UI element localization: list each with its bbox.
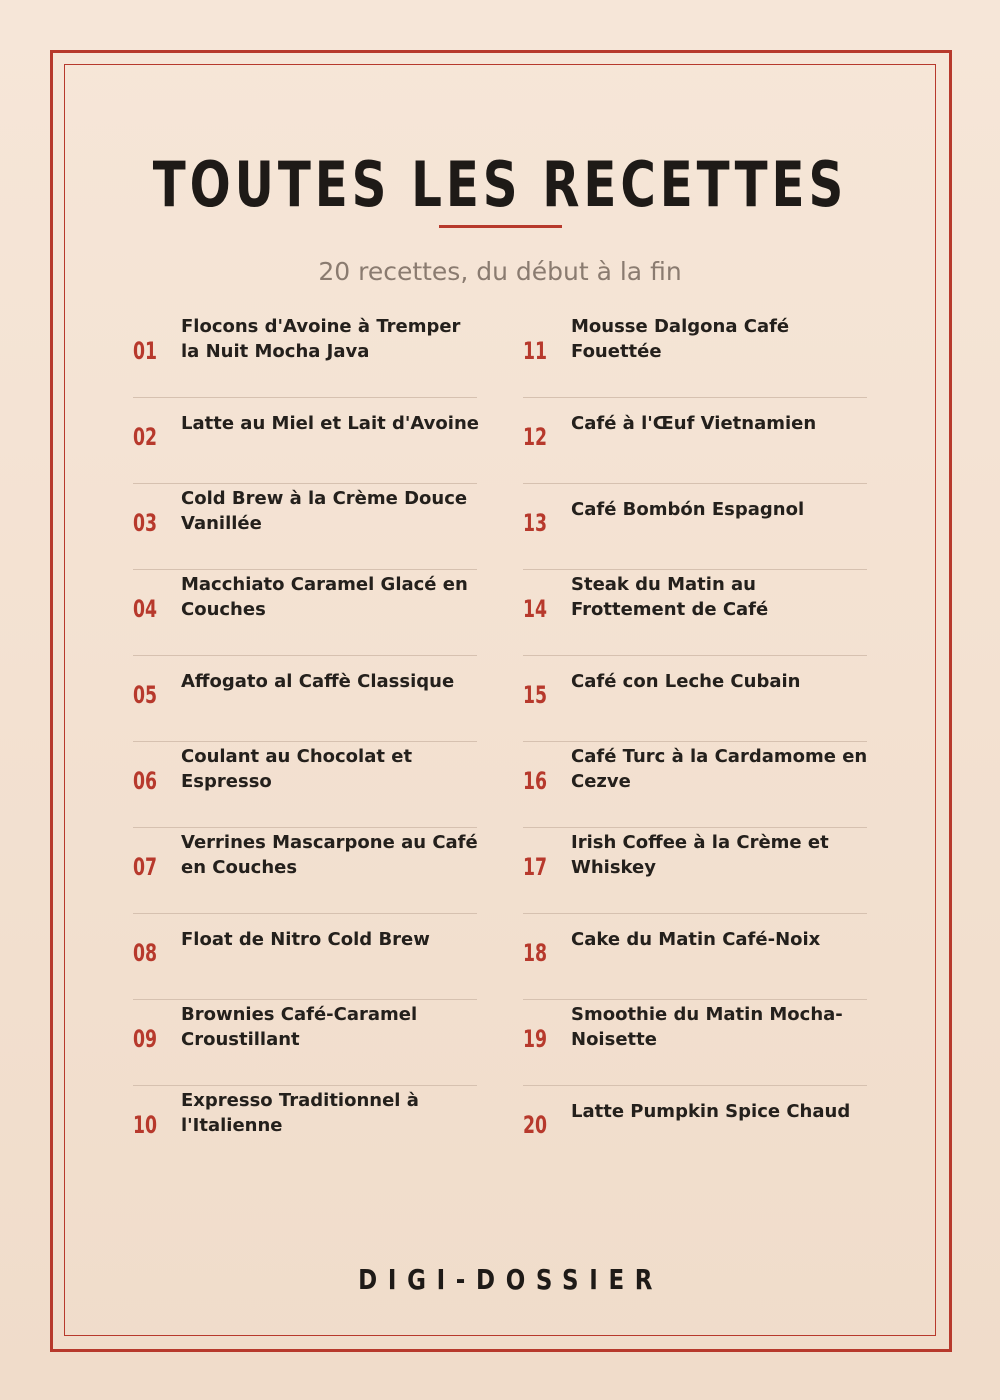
recipe-name: Expresso Traditionnel à l'Italienne [181, 1090, 419, 1136]
recipe-item[interactable] [523, 570, 867, 656]
recipe-number: 05 [133, 681, 158, 709]
recipe-item[interactable] [523, 1086, 867, 1172]
recipe-item[interactable] [523, 914, 867, 1000]
recipe-number: 08 [133, 939, 158, 967]
recipe-number: 06 [133, 767, 158, 795]
recipe-item[interactable] [523, 742, 867, 828]
recipe-name: Brownies Café-Caramel Croustillant [181, 1004, 418, 1050]
recipe-name: Cake du Matin Café-Noix [571, 929, 821, 950]
recipe-item[interactable] [523, 312, 867, 398]
recipe-name: Coulant au Chocolat et Espresso [181, 746, 413, 792]
recipe-number: 11 [523, 337, 548, 365]
page-title: TOUTES LES RECETTES [152, 148, 848, 221]
recipe-item[interactable] [133, 1086, 477, 1172]
recipe-item[interactable] [523, 398, 867, 484]
recipe-name: Macchiato Caramel Glacé en Couches [181, 574, 468, 620]
recipe-item[interactable] [523, 484, 867, 570]
recipe-number: 17 [523, 853, 548, 881]
recipe-number: 18 [523, 939, 548, 967]
recipe-number: 15 [523, 681, 548, 709]
recipe-name: Latte au Miel et Lait d'Avoine [181, 413, 479, 434]
recipe-item[interactable] [133, 398, 477, 484]
recipe-item[interactable] [133, 828, 477, 914]
recipe-list-right [523, 312, 867, 1172]
recipe-number: 16 [523, 767, 548, 795]
recipe-number: 07 [133, 853, 158, 881]
recipe-number: 19 [523, 1025, 548, 1053]
recipe-number: 20 [523, 1111, 548, 1139]
recipe-number: 10 [133, 1111, 158, 1139]
page-subtitle: 20 recettes, du début à la fin [318, 257, 682, 286]
recipe-item[interactable] [133, 570, 477, 656]
recipe-number: 03 [133, 509, 158, 537]
recipe-item[interactable] [133, 742, 477, 828]
recipe-number: 14 [523, 595, 548, 623]
title-underline [439, 225, 562, 228]
recipe-item[interactable] [523, 1000, 867, 1086]
recipe-name: Mousse Dalgona Café Fouettée [571, 316, 790, 362]
recipe-name: Verrines Mascarpone au Café en Couches [181, 832, 478, 878]
recipe-number: 12 [523, 423, 548, 451]
recipe-name: Float de Nitro Cold Brew [181, 929, 430, 950]
recipe-name: Smoothie du Matin Mocha-Noisette [571, 1004, 843, 1050]
brand-footer: DIGI-DOSSIER [358, 1263, 664, 1296]
recipe-name: Latte Pumpkin Spice Chaud [571, 1101, 851, 1122]
recipe-name: Café con Leche Cubain [571, 671, 801, 692]
recipe-name: Affogato al Caffè Classique [181, 671, 455, 692]
recipe-name: Steak du Matin au Frottement de Café [571, 574, 769, 620]
recipe-number: 09 [133, 1025, 158, 1053]
recipe-item[interactable] [523, 828, 867, 914]
recipe-item[interactable] [133, 484, 477, 570]
recipe-number: 02 [133, 423, 158, 451]
recipe-name: Irish Coffee à la Crème et Whiskey [571, 832, 829, 878]
recipe-item[interactable] [133, 656, 477, 742]
recipe-number: 01 [133, 337, 158, 365]
recipe-name: Flocons d'Avoine à Tremper la Nuit Mocha Java [181, 316, 461, 362]
recipe-name: Café Turc à la Cardamome en Cezve [571, 746, 868, 792]
recipe-item[interactable] [133, 1000, 477, 1086]
recipe-number: 13 [523, 509, 548, 537]
recipe-item[interactable] [133, 914, 477, 1000]
recipe-item[interactable] [133, 312, 477, 398]
recipe-name: Café à l'Œuf Vietnamien [571, 413, 817, 434]
recipe-name: Café Bombón Espagnol [571, 499, 805, 520]
recipe-number: 04 [133, 595, 158, 623]
recipe-list-left [133, 312, 477, 1172]
recipe-item[interactable] [523, 656, 867, 742]
recipe-name: Cold Brew à la Crème Douce Vanillée [181, 488, 468, 534]
